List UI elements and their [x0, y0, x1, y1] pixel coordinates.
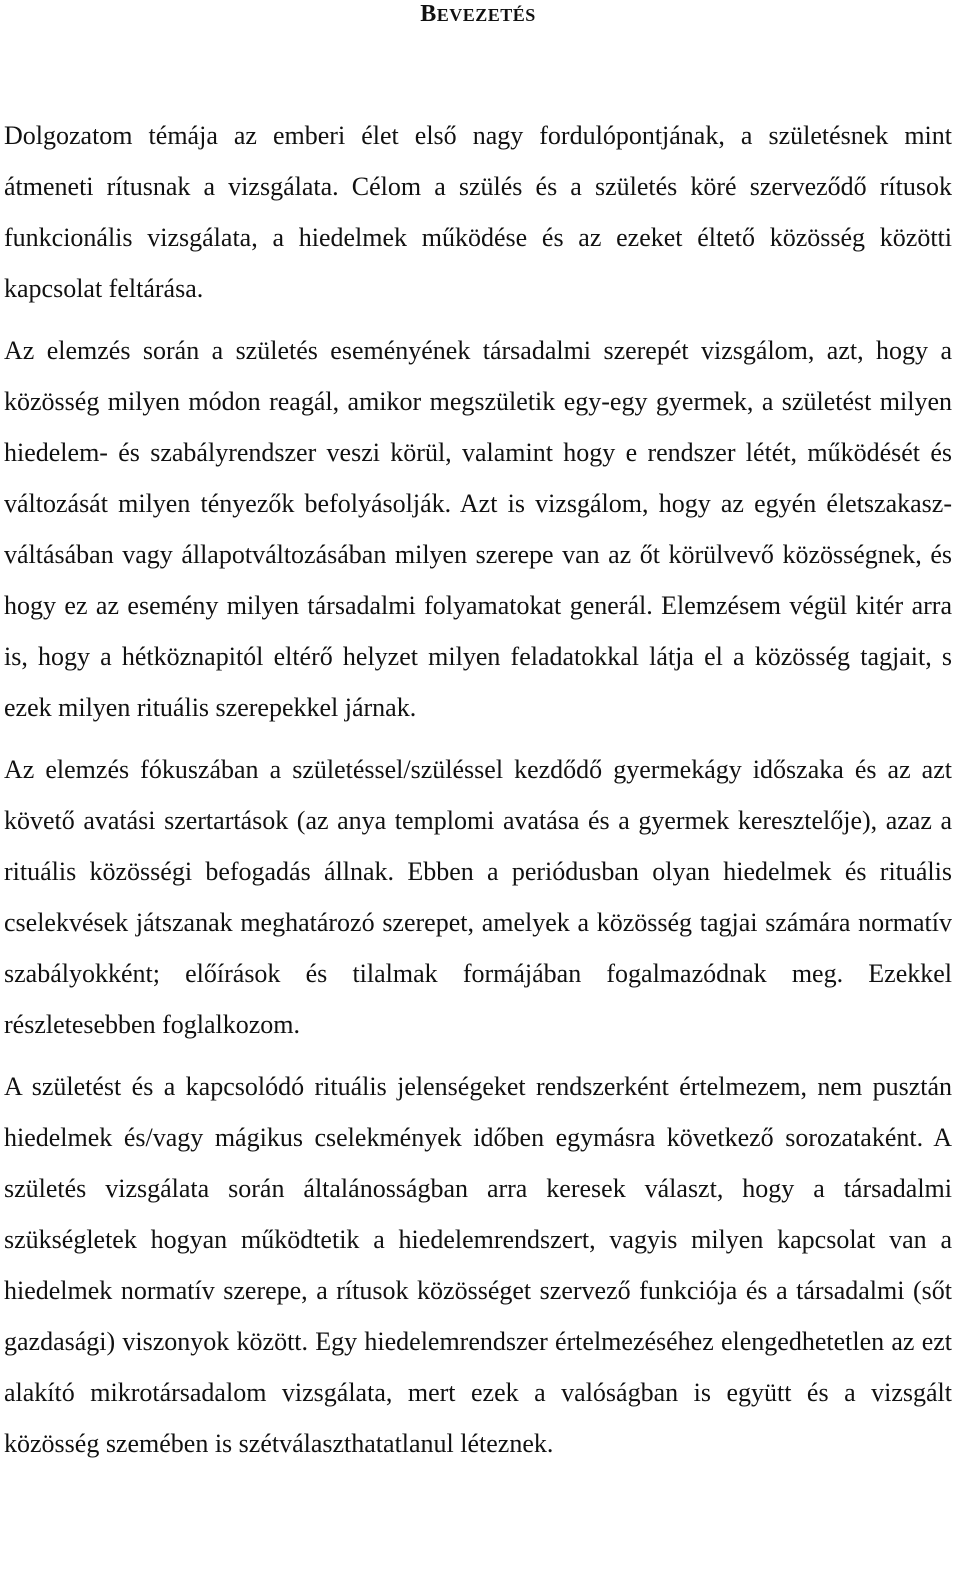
paragraph-analysis: Az elemzés során a születés eseményének társadalmi szerepét vizsgálom, azt, hogy a közösség milyen módon reagál, amikor megszületik egy-egy gyermek, a születést milyen hiedelem- és szabályrendszer veszi körül, valamint hogy e rendszer létét, működését és változását milyen tényezők befolyásolják. Azt is vizsgálom, hogy az egyén életszakasz-váltásában vagy állapotváltozásában milyen szerepe van az őt körülvevő közösségnek, és hogy ez az esemény milyen társadalmi folyamatokat generál. Elemzésem végül kitér arra is, hogy a hétköznapitól eltérő helyzet milyen feladatokkal látja el a közösség tagjait, s ezek milyen rituális szerepekkel járnak.	[4, 336, 952, 722]
document-page	[4, 0, 952, 1480]
paragraph-system: A születést és a kapcsolódó rituális jelenségeket rendszerként értelmezem, nem pusztán hiedelmek és/vagy mágikus cselekmények időben egymásra következő sorozataként. A születés vizsgálata során általánosságban arra keresek választ, hogy a társadalmi szükségletek hogyan működtetik a hiedelemrendszert, vagyis milyen kapcsolat van a hiedelmek normatív szerepe, a rítusok közösséget szervező funkciója és a társadalmi (sőt gazdasági) viszonyok között. Egy hiedelemrendszer értelmezéséhez elengedhetetlen az ezt alakító mikrotársadalom vizsgálata, mert ezek a valóságban is együtt és a vizsgált közösség szemében is szétválaszthatatlanul léteznek.	[4, 1072, 952, 1458]
paragraph-focus: Az elemzés fókuszában a születéssel/szüléssel kezdődő gyermekágy időszaka és az azt követő avatási szertartások (az anya templomi avatása és a gyermek keresztelője), azaz a rituális közösségi befogadás állnak. Ebben a periódusban olyan hiedelmek és rituális cselekvések játszanak meghatározó szerepet, amelyek a közösség tagjai számára normatív szabályokként; előírások és tilalmak formájában fogalmazódnak meg. Ezekkel részletesebben foglalkozom.	[4, 755, 952, 1039]
page-title-initial: B	[420, 1, 437, 27]
paragraph-intro: Dolgozatom témája az emberi élet első nagy fordulópontjának, a születésnek mint átmeneti rítusnak a vizsgálata. Célom a szülés és a születés köré szerveződő rítusok funkcionális vizsgálata, a hiedelmek működése és az ezeket éltető közösség közötti kapcsolat feltárása.	[4, 121, 952, 303]
page-title	[4, 0, 952, 110]
page-title-rest: EVEZETÉS	[436, 5, 536, 25]
